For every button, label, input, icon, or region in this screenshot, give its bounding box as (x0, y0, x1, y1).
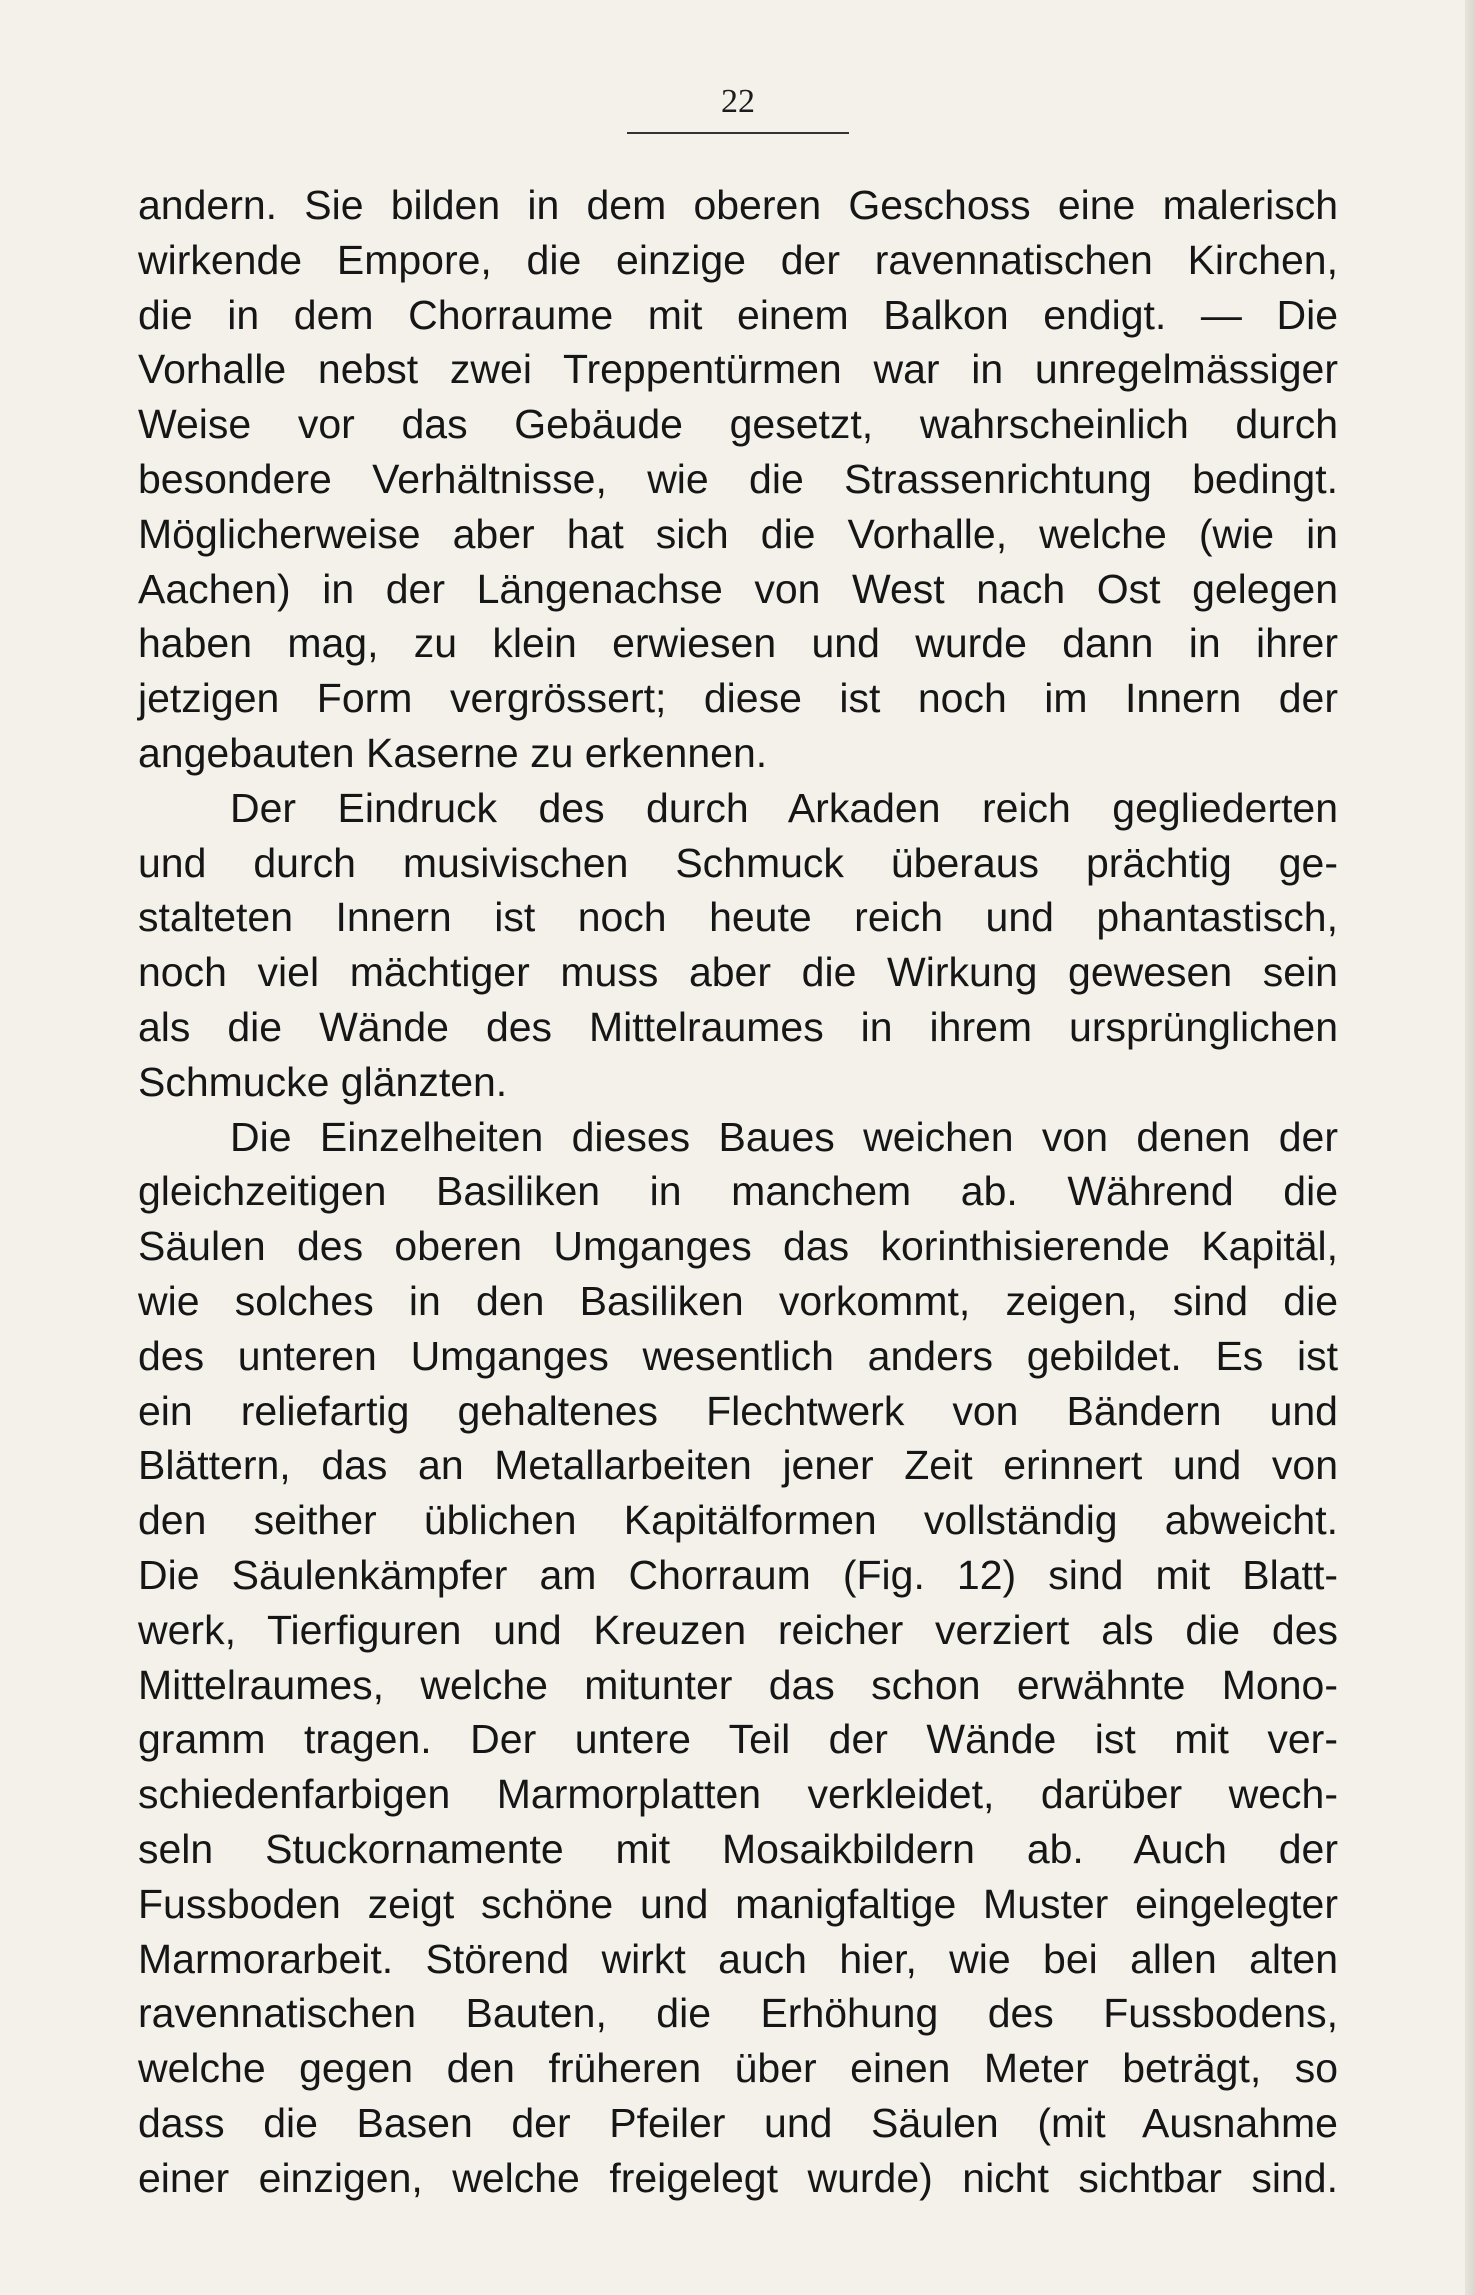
text-line: besondere Verhältnisse, wie die Strassenrichtung bedingt. (138, 455, 1338, 502)
text-line: Vorhalle nebst zwei Treppentürmen war in unregelmässiger (138, 346, 1338, 393)
text-line: Fussboden zeigt schöne und manigfaltige Muster eingelegter (138, 1880, 1338, 1927)
text-line: den seither üblichen Kapitälformen vollständig abweicht. (138, 1497, 1338, 1544)
text-line: schiedenfarbigen Marmorplatten verkleidet, darüber wech- (138, 1771, 1338, 1818)
text-line: gleichzeitigen Basiliken in manchem ab. Während die (138, 1168, 1338, 1215)
text-line: Schmucke glänzten. (138, 1058, 508, 1105)
text-line: noch viel mächtiger muss aber die Wirkung gewesen sein (138, 949, 1338, 996)
page-number: 22 (721, 83, 755, 120)
text-line: ein reliefartig gehaltenes Flechtwerk von Bändern und (138, 1387, 1338, 1434)
text-line: seln Stuckornamente mit Mosaikbildern ab. Auch der (138, 1825, 1338, 1872)
text-line: dass die Basen der Pfeiler und Säulen (mit Ausnahme (138, 2099, 1338, 2146)
text-line: stalteten Innern ist noch heute reich und phantastisch, (138, 894, 1338, 941)
text-line: wirkende Empore, die einzige der ravennatischen Kirchen, (138, 236, 1338, 283)
text-line: welche gegen den früheren über einen Meter beträgt, so (138, 2045, 1338, 2092)
text-line: wie solches in den Basiliken vorkommt, zeigen, sind die (138, 1277, 1338, 1324)
page-edge (1465, 0, 1475, 2295)
text-line: angebauten Kaserne zu erkennen. (138, 729, 768, 776)
text-line: Marmorarbeit. Störend wirkt auch hier, wie bei allen alten (138, 1935, 1338, 1982)
text-line: des unteren Umganges wesentlich anders gebildet. Es ist (138, 1332, 1338, 1379)
text-line: Der Eindruck des durch Arkaden reich gegliederten (230, 784, 1338, 831)
header-rule (627, 132, 849, 134)
text-line: jetzigen Form vergrössert; diese ist noch im Innern der (138, 675, 1338, 722)
text-line: Blättern, das an Metallarbeiten jener Zeit erinnert und von (138, 1442, 1338, 1489)
text-line: ravennatischen Bauten, die Erhöhung des Fussbodens, (138, 1990, 1338, 2037)
text-line: einer einzigen, welche freigelegt wurde) nicht sichtbar sind. (138, 2154, 1338, 2201)
text-line: Die Einzelheiten dieses Baues weichen von denen der (230, 1113, 1338, 1160)
text-line: die in dem Chorraume mit einem Balkon endigt. — Die (138, 291, 1338, 338)
text-line: Möglicherweise aber hat sich die Vorhalle, welche (wie in (138, 510, 1338, 557)
text-line: Aachen) in der Längenachse von West nach Ost gelegen (138, 565, 1338, 612)
text-line: Mittelraumes, welche mitunter das schon erwähnte Mono- (138, 1661, 1338, 1708)
body-text (138, 178, 1338, 2205)
text-line: werk, Tierfiguren und Kreuzen reicher verziert als die des (138, 1606, 1338, 1653)
text-line: Die Säulenkämpfer am Chorraum (Fig. 12) sind mit Blatt- (138, 1551, 1338, 1598)
text-line: Säulen des oberen Umganges das korinthisierende Kapitäl, (138, 1223, 1338, 1270)
text-line: gramm tragen. Der untere Teil der Wände ist mit ver- (138, 1716, 1338, 1763)
text-line: Weise vor das Gebäude gesetzt, wahrscheinlich durch (138, 401, 1338, 448)
text-line: und durch musivischen Schmuck überaus prächtig ge- (138, 839, 1338, 886)
text-line: als die Wände des Mittelraumes in ihrem ursprünglichen (138, 1003, 1338, 1050)
text-line: andern. Sie bilden in dem oberen Geschoss eine malerisch (138, 182, 1338, 228)
text-line: haben mag, zu klein erwiesen und wurde dann in ihrer (138, 620, 1338, 667)
